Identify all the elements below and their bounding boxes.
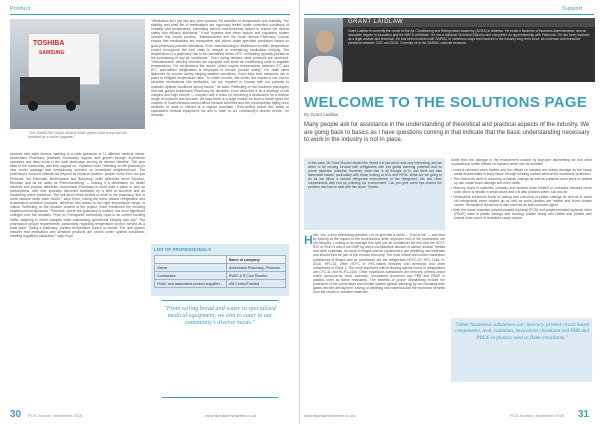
- footer-issue: PCS Journal | November 2019: [28, 413, 83, 418]
- footer-url: www.flipedianewsletter.co.za: [304, 413, 355, 418]
- table-header-cell: [155, 256, 227, 264]
- table-row: [155, 280, 286, 288]
- photo-caption: "The SAMSUNG Super Module Multi system heat pump unit we installed as a cooler upgrade.": [28, 131, 127, 140]
- list-item: • Lead is released when heated and the effects on humans are kidney damage as the heavy metal accumulates in body tissue through inhaling contact without the necessary protection.: [451, 167, 592, 176]
- page-number: 30: [10, 409, 22, 420]
- table-cell: HVAC & R Cool Reactor: [226, 272, 285, 280]
- header-rule: [10, 14, 290, 15]
- professionals-table: [154, 255, 286, 288]
- page-number: 31: [578, 409, 590, 420]
- truck-wheel: [28, 101, 38, 111]
- author-head: [316, 30, 334, 52]
- body-column-a: ello. Yes, a very interesting question. Let us give this a name — 'End of life' — and start by looking at the impact to the environment when improper end of life procedures are not followed. Looking at an average this split unit air conditioner we find that the HCFC R22 or R410 it was a full GWP kg and a considerable amount of carbon dioxide. Metals and other materials, as found in fridges and air conditioners, are depleting raw materials and should thus be part of the circular economy. The most critical and known hazardous substances of fridges and air conditioner are the refrigerants HCFC-22, HFC-134a, R-410A, HFC-32, other HCFC or HFC-based mixtures and ammonia and other substances in Class 1. The most important critical blowing agents found in refrigerators are CFC-11 and HCFC-141b. Other hazardous substances are mercury, printed circuit board components, lead, cadmium, hexavalent chromium and PBB and PBDE in plastics used as flame retardants. The benefits of proper dismantling include the protection of the ozone layer and climate system (global warming) by not releasing toxic gases into the atmosphere, saving of depleting raw materials and the economic benefits from the resale of valuable materials.: [313, 233, 445, 295]
- list-item-text: Lead is released when heated and the effects on humans are kidney damage as the heavy metal accumulates in body tissue through inhaling contact without the necessary protection.: [453, 167, 592, 176]
- table-row: [155, 264, 286, 272]
- intro-paragraph: Many people ask for assistance in the understanding of theoretical and practical aspects of the industry. We are going back to basics as I have questions coming in that indicate that the basic understanding necessary to work in the industry is not in place.: [304, 122, 590, 144]
- author-shirt: [308, 56, 342, 82]
- list-item: • Mercury found in switches, contacts and sensors when heated or shredded releases nerve toxin which is deadly in small doses and it is also pollutes water, soil and air.: [451, 185, 592, 194]
- body-column-1: services with eight doctors catering to a wide spectrum of 11 different medical needs. Ackermans Pharmacy practices community support and growth through experience operators and deep roots in the local landscape serving its diverse clientele. "We give back to the community, and they support us," explains Kouri, reflecting on the pharmacy's new cooler passage that meticulously founded on immediate neighbourhood. The pharmacy's footprint extends far beyond its physical location: people come from not just Primrose, but Edenvale, Bedfordview and Boksburg, while deliveries serve Sandton, Rivonian and as far away as Pietermaritzburg — making it a destination for health services and product deliveries. Ackermans Pharmacy is more than a place to pick up prescriptions, with over specialty deliveries facilitated by a fleet of scooters and an expanding online presence. "We sell about three-fourths or more in the pharmacy: five or more vaccine stock each month," says Kouri, noting the trend toward refrigerated and temperature-sensitive products, delivered and stored in the right temperature range, is critical. Reflecting on the broader context of the project, Kouri mentioned the evolving neighbourhood dynamics. "Primrose, where the pharmacy is located, has seen significant changes over the decades. From its Portuguese community roots to its current bustling traffic, adapting to these changes while maintaining operational integrity was key." The pharmacy's unique requirements, particularly regarding temperature control, served as a focal point. "Being a pharmacy, precise temperature control is crucial. The new system ensures that medication and sensitive products are stored under optimal conditions, meeting regulatory standards," says Kouri.: [10, 152, 145, 238]
- author-name: GRANT LAIDLAW: [348, 19, 404, 25]
- table-cell: Contractors: [155, 272, 227, 280]
- footer-issue: PCS Journal | November 2019: [510, 413, 565, 418]
- list-item: • Both the flame retardant polychlorinated biphenyl (PCB) and polybrominated biphenyl ether (PBDE) used in plastic casings and housing, plastic wiring and cables and printed wire boards when burnt or shredded cause cancer.: [451, 207, 592, 220]
- drop-cap: H: [304, 233, 313, 247]
- photo-logo-sub: SAMSUNG: [39, 50, 65, 56]
- list-item: • The Cadmium used in colouring of plastic casings as well as contacts when burnt or heated up can cause brain damage and even death.: [451, 176, 592, 185]
- author-bio-box: [343, 18, 595, 82]
- table-title: LIST OF PROFESSIONALS: [154, 247, 212, 252]
- list-item: • Hexavalent chromium found in plating and colouring of plastic casings as well as in some old refrigerants when heated up as well as when plastics are melted and burnt causes cancer. Hexavalent chromium is also used as an anti-corrosion agent.: [451, 194, 592, 207]
- truck-wheel: [66, 101, 76, 111]
- photo-logo: TOSHIBA: [33, 40, 65, 47]
- section-label: Support: [562, 6, 583, 12]
- body-column-2: "Medication isn't just like any other product; it's sensitive to temperature and humidity. The stability and shelf life of medications are rigorously tested under controlled conditions of humidity and temperature, simulating various environmental factors to ensure the utmost safety and efficacy standards." Kouri explains that these factors and regulatory bodies oversee this crucial process. "Manufacturers and the South African Pharmacy Council ensure that medications are transported and stored under specified conditions based on good pharmacy practice standards. From manufacturing to distribution to retail, temperature control throughout the cold chain is integral to maintaining medication integrity. The temperature in a pharmacy has to be maintained below 25°C, something typically pointed at the purchasing of any air conditioner." Even during delivery, strict protocols are observed. "Manufacturers' delivery vehicles are equipped with small air conditioning units to regulate temperatures. For medications like insulin, which require temperatures between 2°C and 8°C, specialised refrigeration is employed to ensure product safety." For retail client deliveries by scooter during varying weather conditions, Kouri says their measures are in place to mitigate temperature risks. "In colder months, like winter, the impact is low, but for sensitive medications like antibiotics, we are required to choose with our patients to maintain optimal conditions during transit," he adds. Reflecting on the business philosophy that has guided Ackermans Pharmacy for decades, Kouri describes it as a strategy of low margins and high volume — coupled with a focus on becoming a destination for a diverse range of products and services. He says there is a huge market for such a model given the majority of South Africans cannot afford medical schemes and are consequently highly price sensitive to what is offered at a regular purchase. "Ever-selling brand and sedar to specialised medical equipment, we aim to cater to our community's diverse needs," he remarks.: [151, 19, 289, 118]
- pullquote-rule-top: [162, 300, 278, 301]
- list-item-text: Hexavalent chromium found in plating and colouring of plastic casings as well as in some old refrigerants when heated up as well as when plastics are melted and burnt causes cancer. Hexavalent chromium is also used as an anti-corrosion agent.: [453, 194, 592, 207]
- list-item-text: The Cadmium used in colouring of plastic casings as well as contacts when burnt or heated up can cause brain damage and even death.: [453, 176, 592, 185]
- question-text: In this case, Mr Grant Mouton started the thread it is just which was very interesting, and we seem to be moving forward with refrigerants with low global warming potential and no ozone depletion potential. However, what else is all thought on in and there are also flammable issues, particularly with those looking at HCs and HFOs. What are we going to do as we follow a natural refrigerant environment of the refrigerant, oils and other contaminants with end up polluting our environment. Can you give some tips around the problem and how to deal with this issue. Thanks.: [308, 161, 442, 189]
- product-photo: [10, 19, 145, 129]
- bullets-intro: Aside from the damage to the environment caused by improper dismantling we find other occupational health effects on humans which can be avoided:: [451, 158, 592, 167]
- table-cell: Owner: [155, 264, 227, 272]
- table-cell: Ackermans Pharmacy, Primrose: [226, 264, 285, 272]
- header-rule: [304, 14, 594, 15]
- pullquote: "Other hazardous substances are: mercury, printed circuit board components, lead, cadmium, hexavalent chromium and PBB and PBDE in plastics used as flame retardants.": [454, 322, 590, 341]
- list-item-text: Both the flame retardant polychlorinated biphenyl (PCB) and polybrominated biphenyl ether (PBDE) used in plastic casings and housing, plastic wiring and cables and printed wire boards when burnt or shredded cause cancer.: [453, 207, 592, 220]
- body-column-b: [451, 158, 592, 314]
- table-header-row: [155, 256, 286, 264]
- table-cell: AM Corlen/Toshiba: [226, 280, 285, 288]
- table-header-cell: Name of company: [226, 256, 285, 264]
- author-bio: Grant Laidlaw is currently the owner of the Air Conditioning and Refrigeration Academy (ACRA) in Alberton. He holds a Bachelor of Business Administration, and an associate degree in education and the NRCS certificate. He has a National Technical Diploma and completed an apprenticeship with Fairbrook. He has been involved as a legal advisor and technical. He has been involved with SAIRAC in numerous ways and involved in the industry long-term since, as chairman and executive president between 2012 and 2016. Currently he is the SAIRAC national treasurer.: [348, 29, 590, 45]
- page-title: WELCOME TO THE SOLUTIONS PAGE: [304, 94, 588, 111]
- table-row: [155, 272, 286, 280]
- list-item-text: Mercury found in switches, contacts and sensors when heated or shredded releases nerve toxin which is deadly in small doses and it is also pollutes water, soil and air.: [453, 185, 592, 194]
- footer-url: www.flipedianewsletter.co.za: [205, 413, 256, 418]
- byline: By Grant Laidlaw: [304, 112, 339, 117]
- pullquote-rule-bottom: [162, 397, 278, 398]
- table-cell: HVAC and associated product suppliers: [155, 280, 227, 288]
- section-label: Product: [10, 6, 31, 12]
- pullquote: "From selling bread and water to specialised medical equipment, we aim to cater to our community's diverse needs.": [164, 305, 276, 327]
